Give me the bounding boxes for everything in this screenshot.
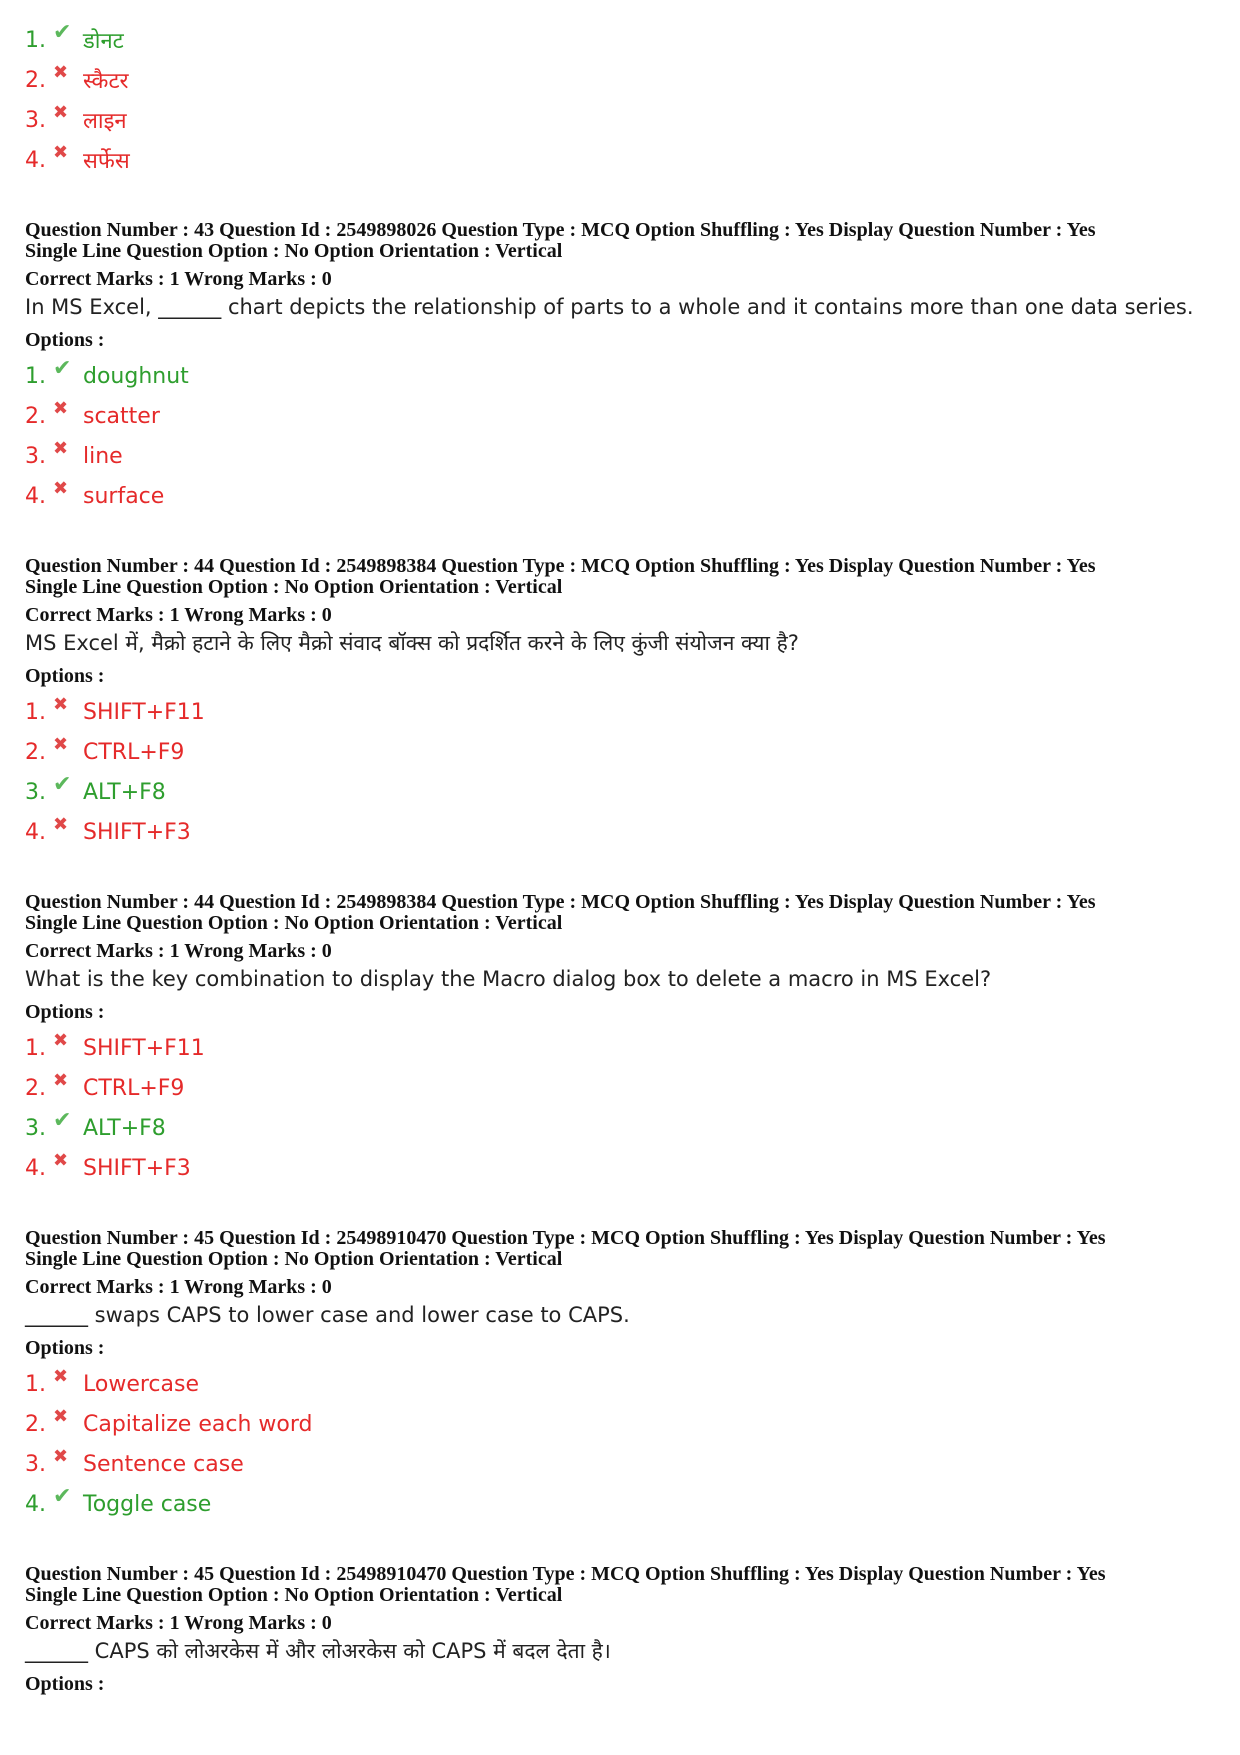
option-number: 3. [25,779,46,805]
cross-icon: ✖ [53,1029,69,1051]
cross-icon: ✖ [53,1069,69,1091]
option-number: 4. [25,819,46,845]
option-text: Lowercase [83,1371,199,1397]
option-number: 1. [25,1035,46,1061]
option-text: SHIFT+F3 [83,819,191,845]
options-label: Options : [25,1673,105,1695]
question-marks: Correct Marks : 1 Wrong Marks : 0 [25,1276,332,1298]
question-meta-options: Single Line Question Option : No Option Orientation : Vertical [25,240,563,262]
option-text: SHIFT+F3 [83,1155,191,1181]
option-list [25,20,1225,180]
question-marks: Correct Marks : 1 Wrong Marks : 0 [25,604,332,626]
option-text: स्कैटर [83,69,129,94]
option-number: 1. [25,363,46,389]
cross-icon: ✖ [53,101,69,123]
cross-icon: ✖ [53,477,69,499]
option-text: doughnut [83,363,189,389]
question-text: MS Excel में, मैक्रो हटाने के लिए मैक्रो संवाद बॉक्स को प्रदर्शित करने के लिए कुंजी संयोजन क्या है? [25,631,799,655]
cross-icon: ✖ [53,1149,69,1171]
cross-icon: ✖ [53,397,69,419]
option-number: 2. [25,67,46,93]
option-text: CTRL+F9 [83,739,185,765]
option-item [25,772,1225,812]
option-item [25,140,1225,180]
check-icon: ✔ [53,771,72,797]
option-list [25,1364,1225,1524]
option-number: 3. [25,107,46,133]
option-item [25,436,1225,476]
option-item [25,20,1225,60]
question-text: What is the key combination to display the Macro dialog box to delete a macro in MS Excel? [25,967,992,991]
options-label: Options : [25,329,105,351]
option-text: डोनट [83,29,124,54]
option-text: line [83,443,123,469]
option-text: CTRL+F9 [83,1075,185,1101]
options-label: Options : [25,665,105,687]
cross-icon: ✖ [53,61,69,83]
option-text: ALT+F8 [83,779,166,805]
option-text: Sentence case [83,1451,244,1477]
option-number: 1. [25,1371,46,1397]
option-item [25,1028,1225,1068]
option-text: SHIFT+F11 [83,1035,205,1061]
option-text: सर्फेस [83,149,130,174]
cross-icon: ✖ [53,813,69,835]
option-list [25,356,1225,516]
option-item [25,396,1225,436]
option-number: 4. [25,483,46,509]
option-number: 3. [25,1115,46,1141]
cross-icon: ✖ [53,693,69,715]
option-text: Capitalize each word [83,1411,313,1437]
option-text: Toggle case [83,1491,212,1517]
option-number: 2. [25,1411,46,1437]
option-number: 4. [25,147,46,173]
check-icon: ✔ [53,1107,72,1133]
question-block [25,892,1225,1188]
option-item [25,60,1225,100]
option-number: 4. [25,1491,46,1517]
question-marks: Correct Marks : 1 Wrong Marks : 0 [25,268,332,290]
question-meta: Question Number : 44 Question Id : 2549898384 Question Type : MCQ Option Shuffling : Yes Display Question Number : Yes [25,555,1096,577]
options-label: Options : [25,1337,105,1359]
cross-icon: ✖ [53,1445,69,1467]
option-item [25,1484,1225,1524]
option-item [25,1364,1225,1404]
question-block [25,220,1225,516]
option-text: surface [83,483,165,509]
option-item [25,1108,1225,1148]
exam-page [25,20,1225,1700]
option-item [25,1068,1225,1108]
question-marks: Correct Marks : 1 Wrong Marks : 0 [25,1612,332,1634]
question-marks: Correct Marks : 1 Wrong Marks : 0 [25,940,332,962]
option-number: 2. [25,739,46,765]
question-meta-options: Single Line Question Option : No Option Orientation : Vertical [25,1584,563,1606]
cross-icon: ✖ [53,1405,69,1427]
option-item [25,812,1225,852]
option-number: 1. [25,27,46,53]
option-text: लाइन [83,109,127,134]
cross-icon: ✖ [53,1365,69,1387]
option-list [25,1028,1225,1188]
option-number: 2. [25,403,46,429]
option-number: 3. [25,1451,46,1477]
option-number: 4. [25,1155,46,1181]
option-item [25,356,1225,396]
check-icon: ✔ [53,355,72,381]
option-text: scatter [83,403,160,429]
option-number: 1. [25,699,46,725]
cross-icon: ✖ [53,733,69,755]
option-item [25,100,1225,140]
option-item [25,1148,1225,1188]
question-meta-options: Single Line Question Option : No Option Orientation : Vertical [25,912,563,934]
check-icon: ✔ [53,19,72,45]
option-text: SHIFT+F11 [83,699,205,725]
question-meta: Question Number : 45 Question Id : 25498910470 Question Type : MCQ Option Shuffling : Yes Display Question Number : Yes [25,1563,1106,1585]
option-number: 3. [25,443,46,469]
option-item [25,732,1225,772]
option-list [25,692,1225,852]
question-meta-options: Single Line Question Option : No Option Orientation : Vertical [25,1248,563,1270]
cross-icon: ✖ [53,437,69,459]
question-block [25,1564,1225,1696]
option-text: ALT+F8 [83,1115,166,1141]
question-meta-options: Single Line Question Option : No Option Orientation : Vertical [25,576,563,598]
option-item [25,1444,1225,1484]
question-meta: Question Number : 45 Question Id : 25498910470 Question Type : MCQ Option Shuffling : Yes Display Question Number : Yes [25,1227,1106,1249]
check-icon: ✔ [53,1483,72,1509]
question-text: In MS Excel, ______ chart depicts the relationship of parts to a whole and it contains more than one data series. [25,295,1194,319]
option-item [25,476,1225,516]
question-block [25,556,1225,852]
cross-icon: ✖ [53,141,69,163]
question-text: ______ CAPS को लोअरकेस में और लोअरकेस को CAPS में बदल देता है। [25,1639,611,1663]
question-meta: Question Number : 43 Question Id : 2549898026 Question Type : MCQ Option Shuffling : Yes Display Question Number : Yes [25,219,1096,241]
option-item [25,692,1225,732]
options-label: Options : [25,1001,105,1023]
option-number: 2. [25,1075,46,1101]
question-block [25,1228,1225,1524]
question-text: ______ swaps CAPS to lower case and lower case to CAPS. [25,1303,630,1327]
option-item [25,1404,1225,1444]
question-meta: Question Number : 44 Question Id : 2549898384 Question Type : MCQ Option Shuffling : Yes Display Question Number : Yes [25,891,1096,913]
